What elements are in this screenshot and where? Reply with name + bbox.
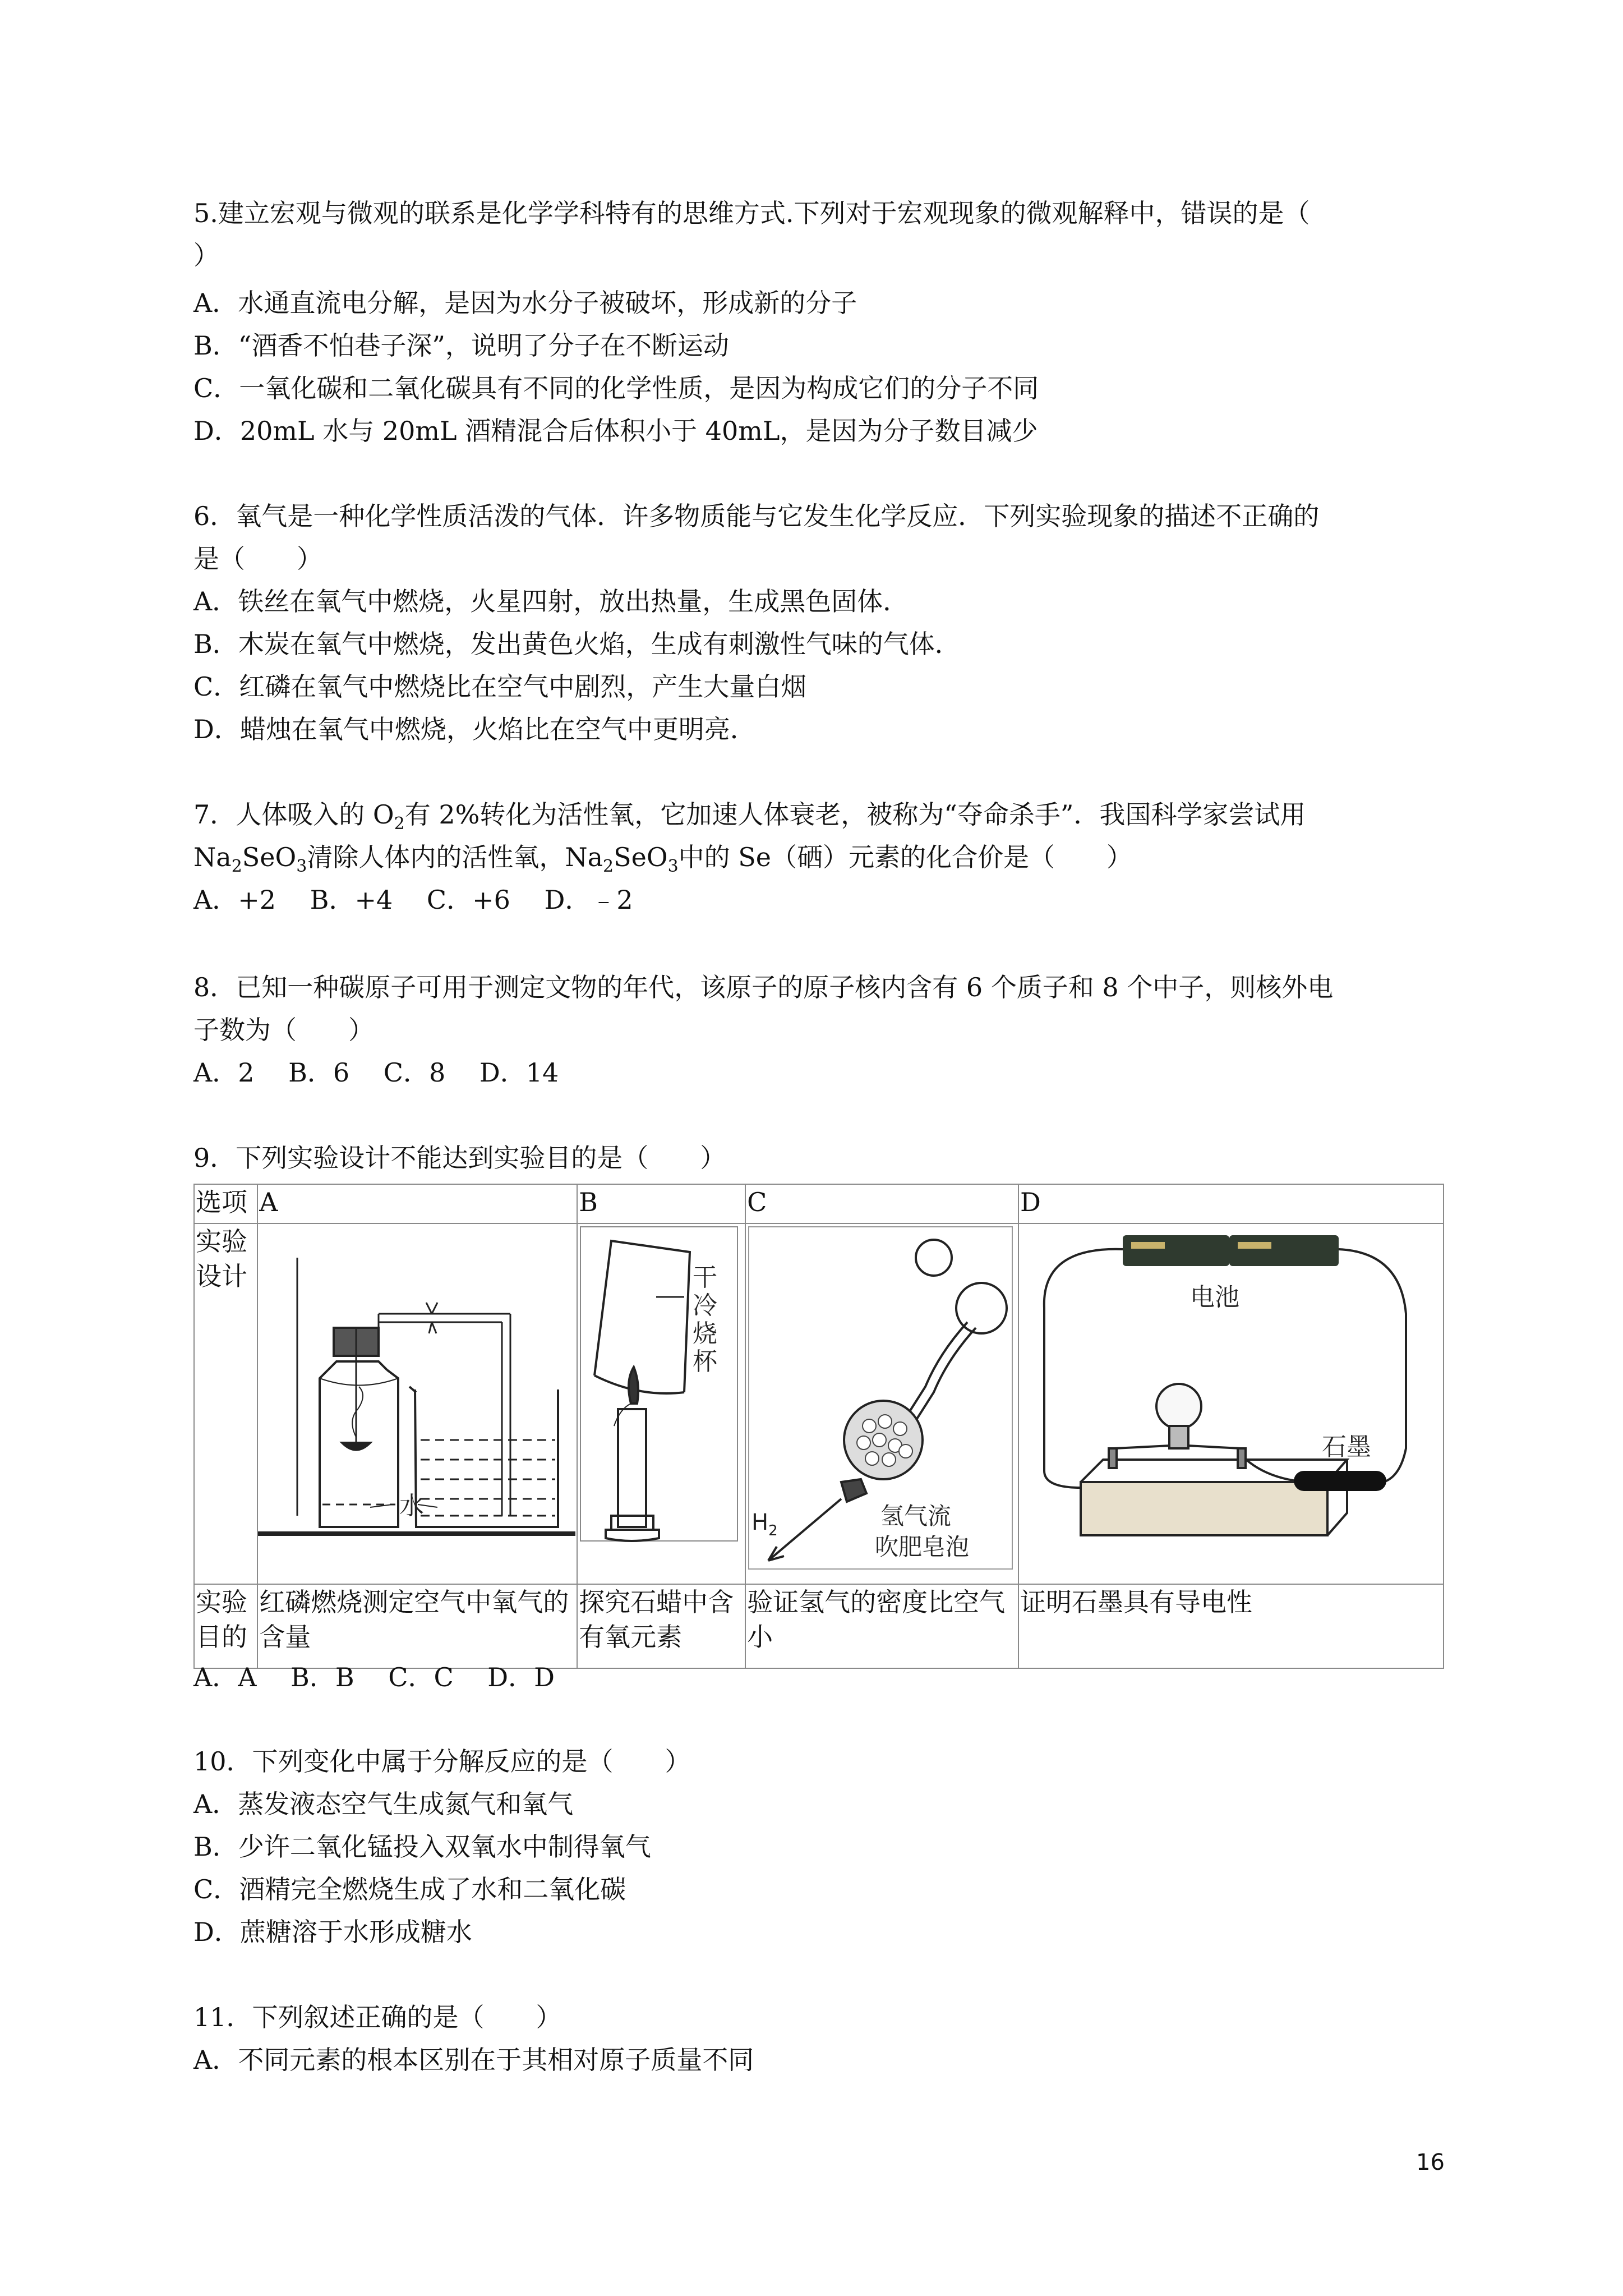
cold-beaker-label-2: 冷	[693, 1291, 718, 1320]
hydrogen-soap-bubble-figure	[746, 1224, 1017, 1575]
q5-stem-end: ）	[193, 240, 219, 270]
q10-stem: 10．下列变化中属于分解反应的是（ ）	[193, 1746, 691, 1777]
purpose-c: 验证氢气的密度比空气小	[745, 1584, 1018, 1668]
q6-stem: 6．氧气是一种化学性质活泼的气体．许多物质能与它发生化学反应．下列实验现象的描述不正确的	[193, 501, 1320, 531]
graphite-conductivity-circuit-figure	[1019, 1224, 1442, 1575]
table-header-row	[194, 1184, 1444, 1223]
q10-option-c: C．酒精完全燃烧生成了水和二氧化碳	[193, 1874, 626, 1904]
q9-options: A．A B．B C．C D．D	[193, 1662, 555, 1692]
header-a: A	[257, 1184, 577, 1223]
water-label: 水	[399, 1492, 425, 1520]
q7-options: A．+2 B．+4 C．+6 D．﹣2	[193, 885, 633, 915]
design-d	[1018, 1223, 1444, 1584]
q7-stem: 7．人体吸入的 $O_2$有 2%转化为活性氧，它加速人体衰老，被称为“夺命杀手”．我国科学家尝试用	[193, 799, 1306, 834]
q6-option-d: D．蜡烛在氧气中燃烧，火焰比在空气中更明亮．	[193, 714, 756, 744]
page-number: 16	[1416, 2150, 1445, 2175]
design-b	[577, 1223, 745, 1584]
table-design-row	[194, 1223, 1444, 1584]
candle-cold-beaker-figure	[578, 1224, 744, 1575]
q9-stem: 9．下列实验设计不能达到实验目的是（ ）	[193, 1143, 726, 1173]
q11-option-a: A．不同元素的根本区别在于其相对原子质量不同	[193, 2045, 754, 2075]
q6-option-c: C．红磷在氧气中燃烧比在空气中剧烈，产生大量白烟	[193, 671, 807, 702]
q5-option-a: A．水通直流电分解，是因为水分子被破坏，形成新的分子	[193, 288, 857, 318]
cold-beaker-label-4: 杯	[693, 1347, 718, 1376]
header-d: D	[1018, 1184, 1444, 1223]
red-phosphorus-apparatus-figure	[258, 1224, 575, 1575]
q5-option-b: B．“酒香不怕巷子深”，说明了分子在不断运动	[193, 330, 729, 361]
q5-stem: 5.建立宏观与微观的联系是化学学科特有的思维方式.下列对于宏观现象的微观解释中，错误的是（	[193, 198, 1310, 228]
h2-label: $H_2$	[751, 1510, 778, 1539]
q8-options: A．2 B．6 C．8 D．14	[193, 1057, 559, 1088]
purpose-b: 探究石蜡中含有氧元素	[577, 1584, 745, 1668]
q11-stem: 11．下列叙述正确的是（ ）	[193, 2002, 562, 2032]
design-a	[257, 1223, 577, 1584]
q10-option-a: A．蒸发液态空气生成氮气和氧气	[193, 1789, 574, 1819]
graphite-label: 石墨	[1322, 1433, 1372, 1461]
q5-option-c: C．一氧化碳和二氧化碳具有不同的化学性质，是因为构成它们的分子不同	[193, 373, 1039, 403]
header-option: 选项	[194, 1184, 257, 1223]
table-purpose-row	[194, 1584, 1444, 1668]
q9-experiment-table	[193, 1184, 1444, 1669]
purpose-d: 证明石墨具有导电性	[1018, 1584, 1444, 1668]
soap-bubble-label: 吹肥皂泡	[875, 1533, 970, 1561]
q6-option-a: A．铁丝在氧气中燃烧，火星四射，放出热量，生成黑色固体．	[193, 586, 909, 616]
q8-stem-end: 子数为（ ）	[193, 1015, 374, 1045]
design-label: 实验设计	[194, 1223, 257, 1584]
q5-option-d: D．20mL 水与 20mL 酒精混合后体积小于 40mL，是因为分子数目减少	[193, 416, 1038, 446]
purpose-a: 红磷燃烧测定空气中氧气的含量	[257, 1584, 577, 1668]
design-c	[745, 1223, 1018, 1584]
q7-stem-line2: $Na_2SeO_3$清除人体内的活性氧，$Na_2SeO_3$中的 Se（硒）元素的化合价是（ ）	[193, 842, 1133, 876]
header-c: C	[745, 1184, 1018, 1223]
q6-option-b: B．木炭在氧气中燃烧，发出黄色火焰，生成有刺激性气味的气体．	[193, 629, 961, 659]
cold-beaker-label-source: 干冷烧杯	[578, 1224, 580, 1225]
q10-option-d: D．蔗糖溶于水形成糖水	[193, 1917, 472, 1947]
cold-beaker-label-1: 干	[693, 1263, 718, 1292]
q8-stem: 8．已知一种碳原子可用于测定文物的年代，该原子的原子核内含有 6 个质子和 8 个中子，则核外电	[193, 972, 1334, 1002]
q6-stem-end: 是（ ）	[193, 544, 322, 574]
battery-label: 电池	[1190, 1283, 1240, 1312]
hydrogen-flow-label: 氢气流	[880, 1502, 952, 1530]
q10-option-b: B．少许二氧化锰投入双氧水中制得氧气	[193, 1832, 651, 1862]
cold-beaker-label-3: 烧	[693, 1319, 718, 1348]
header-b: B	[577, 1184, 745, 1223]
purpose-label: 实验目的	[194, 1584, 257, 1668]
